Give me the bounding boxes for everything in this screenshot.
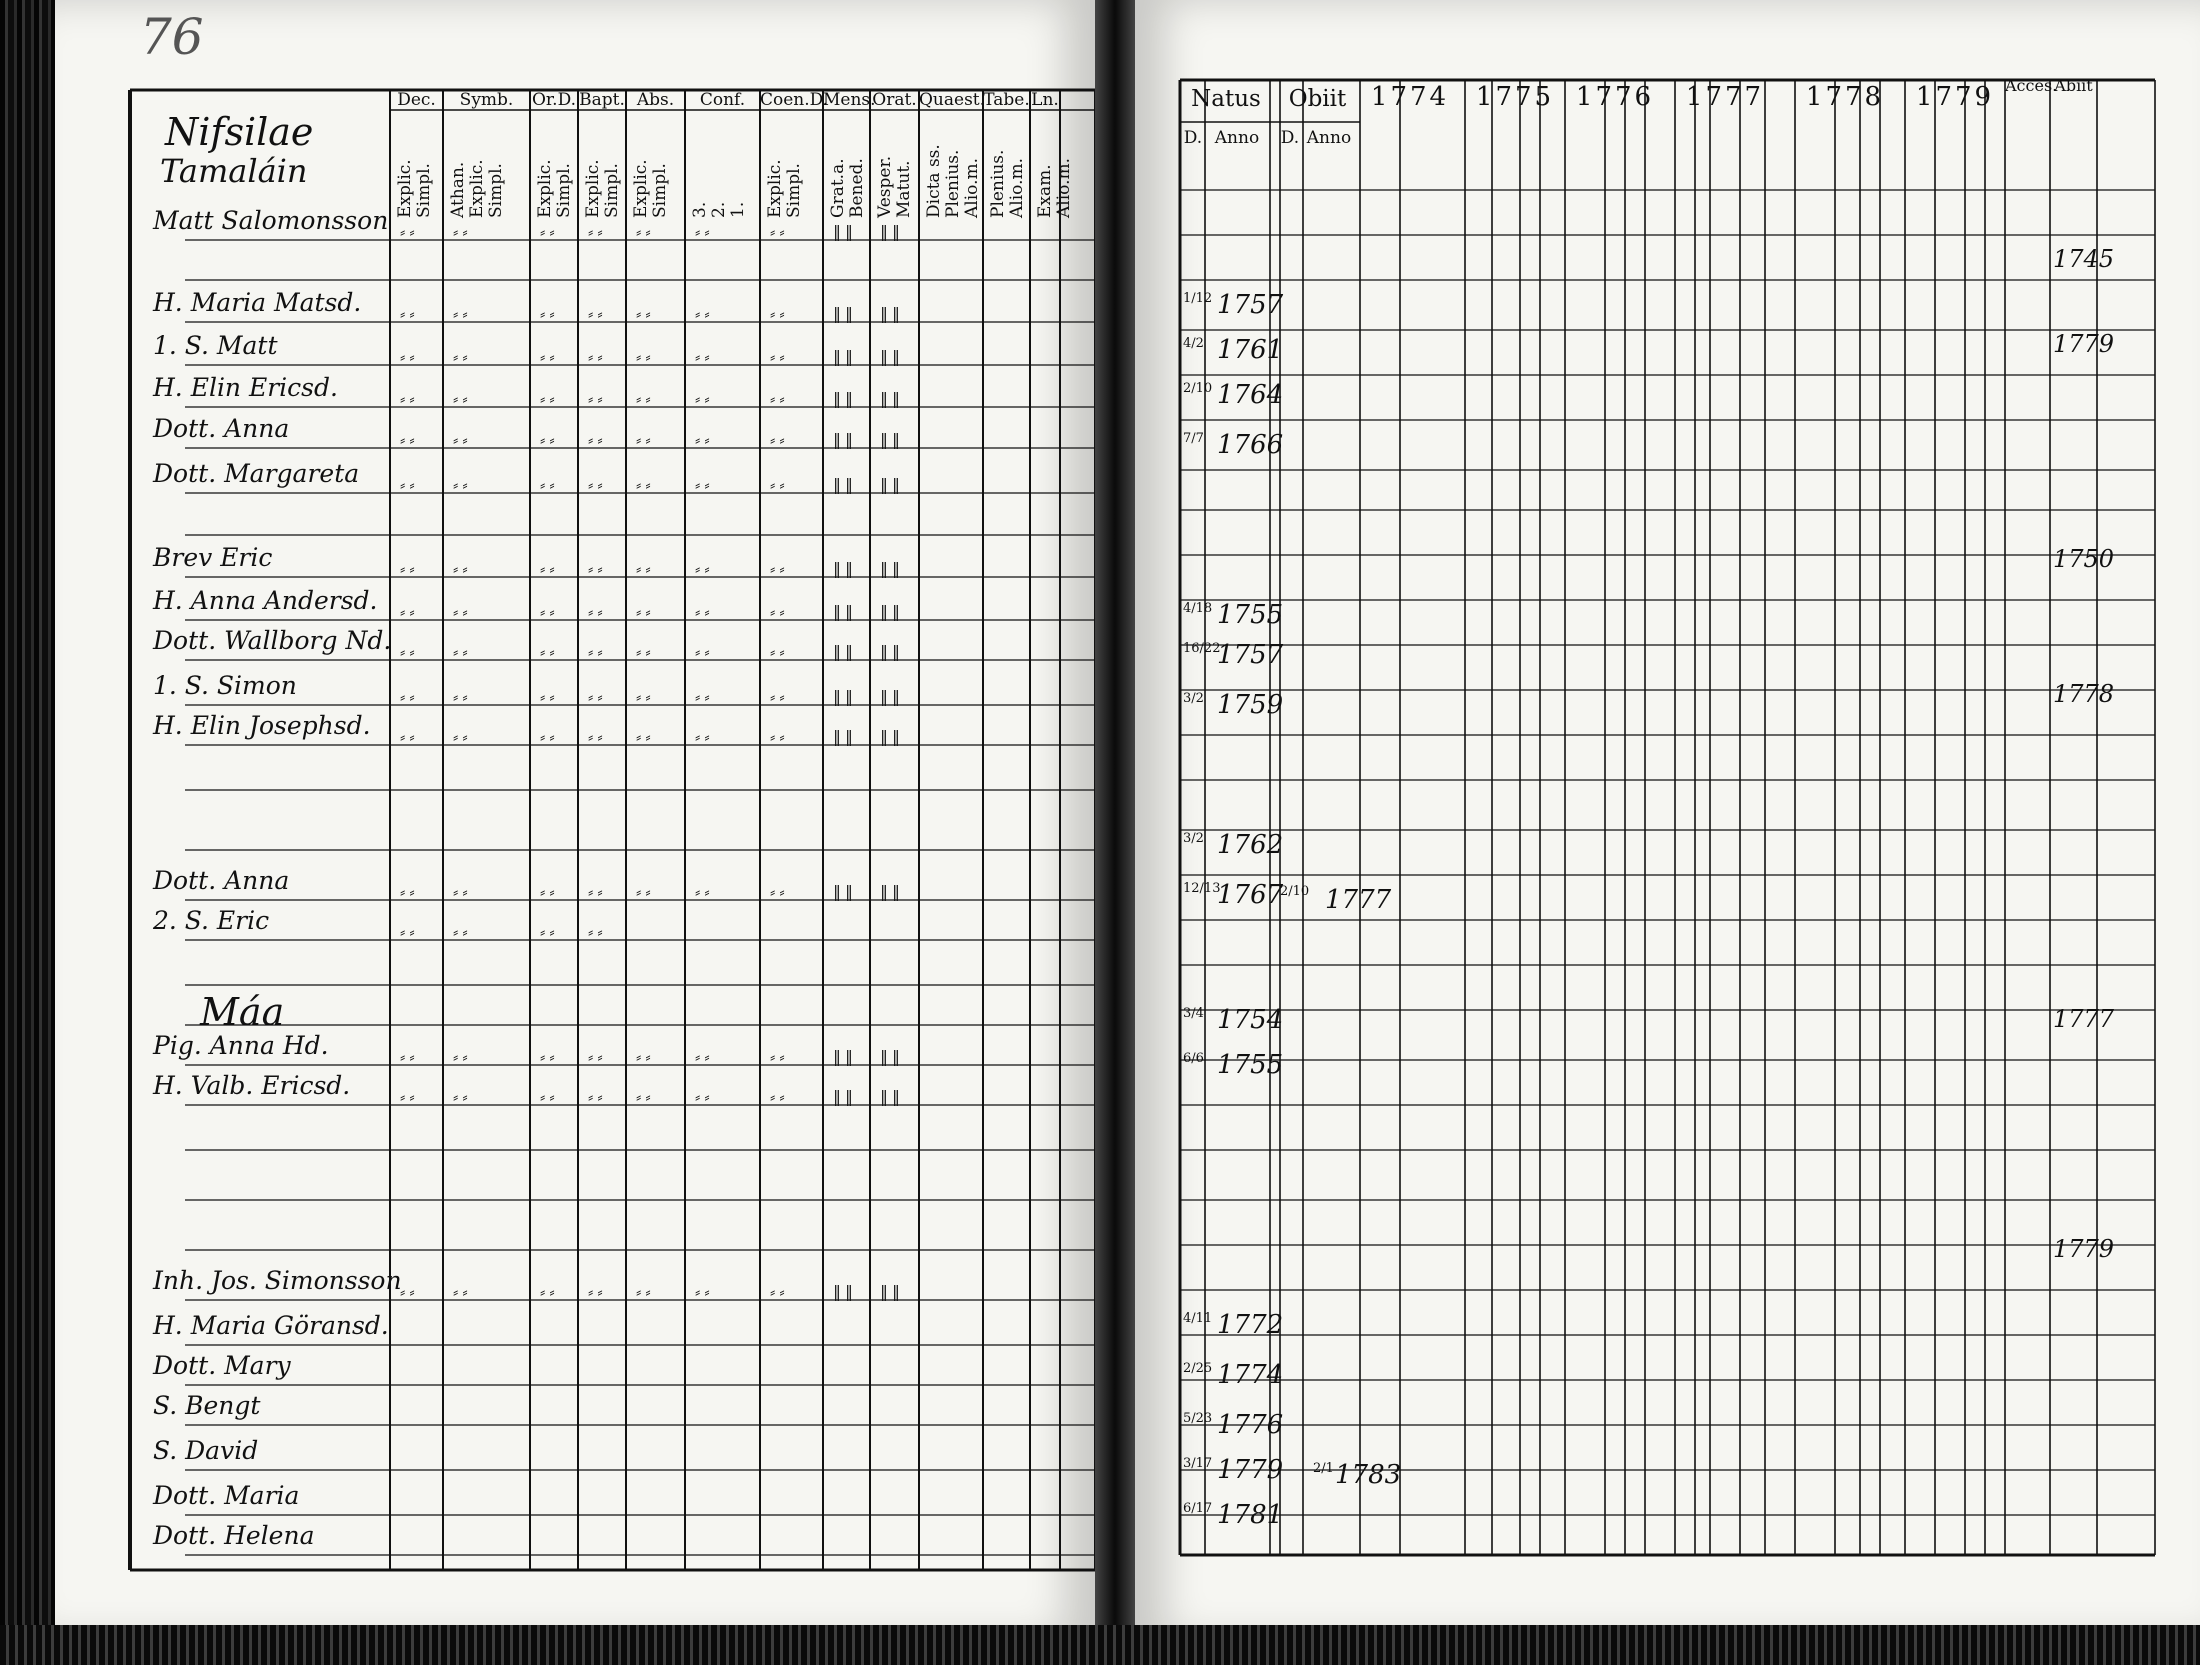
tick-mark: ⸗⸗ [453, 687, 472, 706]
book-spine-left [0, 0, 60, 1665]
tick-mark: ⸗⸗ [400, 727, 419, 746]
book-gutter [1095, 0, 1135, 1665]
tick-mark: ‖‖ [880, 1282, 904, 1301]
tick-mark: ⸗⸗ [540, 389, 559, 408]
tick-mark: ‖‖ [833, 1047, 857, 1066]
tick-mark: ‖‖ [880, 222, 904, 241]
tick-mark: ‖‖ [833, 475, 857, 494]
tick-mark: ⸗⸗ [540, 687, 559, 706]
obiit-year-subheader: Anno [1306, 128, 1352, 148]
accessit-year: 1778 [2053, 680, 2115, 708]
person-name: Pig. Anna Hd. [153, 1031, 329, 1060]
tick-mark: ⸗⸗ [540, 727, 559, 746]
tick-mark: ⸗⸗ [540, 922, 559, 941]
birth-year: 1755 [1217, 600, 1284, 630]
column-subheader: Explic. Simpl. [395, 159, 434, 218]
tick-mark: ⸗⸗ [770, 347, 789, 366]
tick-mark: ⸗⸗ [588, 475, 607, 494]
column-header: Coen.D. [760, 90, 829, 110]
tick-mark: ⸗⸗ [453, 727, 472, 746]
tick-mark: ⸗⸗ [588, 1087, 607, 1106]
abiit-header: Abiit [2054, 76, 2093, 95]
tick-mark: ‖‖ [833, 222, 857, 241]
column-subheader: Plenius. Alio.m. [988, 149, 1027, 218]
tick-mark: ⸗⸗ [636, 475, 655, 494]
obiit-header: Obiit [1288, 86, 1347, 112]
tick-mark: ‖‖ [880, 602, 904, 621]
obiit-day-subheader: D. [1280, 128, 1300, 148]
person-name: 1. S. Matt [153, 331, 278, 360]
person-name: Dott. Margareta [153, 459, 360, 488]
birth-day: 3/4 [1183, 1006, 1204, 1021]
column-header: Tabe. [983, 90, 1030, 110]
person-name: S. Bengt [153, 1391, 261, 1420]
tick-mark: ⸗⸗ [400, 882, 419, 901]
tick-mark: ‖‖ [833, 304, 857, 323]
tick-mark: ⸗⸗ [588, 727, 607, 746]
birth-year: 1767 [1217, 880, 1284, 910]
person-name: H. Valb. Ericsd. [153, 1071, 351, 1100]
accessit-year: 1779 [2053, 330, 2115, 358]
tick-mark: ‖‖ [880, 687, 904, 706]
tick-mark: ⸗⸗ [400, 389, 419, 408]
tick-mark: ⸗⸗ [695, 222, 714, 241]
accessit-year: 1779 [2053, 1235, 2115, 1263]
year-header: 1774 [1370, 82, 1450, 112]
tick-mark: ⸗⸗ [695, 475, 714, 494]
tick-mark: ⸗⸗ [695, 602, 714, 621]
birth-day: 4/11 [1183, 1311, 1213, 1326]
tick-mark: ⸗⸗ [695, 347, 714, 366]
birth-year: 1781 [1217, 1500, 1284, 1530]
tick-mark: ⸗⸗ [453, 922, 472, 941]
column-subheader: Vesper. Matut. [875, 155, 914, 218]
column-header: Abs. [636, 90, 675, 110]
tick-mark: ⸗⸗ [400, 922, 419, 941]
left-page [55, 0, 1095, 1640]
accessit-header: Acces. [2005, 76, 2058, 95]
column-header: Ln. [1031, 90, 1059, 110]
tick-mark: ⸗⸗ [770, 559, 789, 578]
tick-mark: ⸗⸗ [540, 882, 559, 901]
tick-mark: ⸗⸗ [770, 389, 789, 408]
column-header: Bapt. [579, 90, 625, 110]
accessit-year: 1750 [2053, 545, 2115, 573]
tick-mark: ⸗⸗ [400, 642, 419, 661]
birth-day: 3/2 [1183, 831, 1204, 846]
village-heading: Tamaláin [160, 152, 308, 190]
tick-mark: ⸗⸗ [588, 304, 607, 323]
person-name: H. Elin Josephsd. [153, 711, 371, 740]
column-subheader: Explic. Simpl. [765, 159, 804, 218]
column-header: Or.D. [531, 90, 577, 110]
tick-mark: ⸗⸗ [770, 1047, 789, 1066]
birth-day: 3/2 [1183, 691, 1204, 706]
tick-mark: ⸗⸗ [453, 347, 472, 366]
natus-header: Natus [1191, 86, 1261, 112]
person-name: H. Maria Göransd. [153, 1311, 389, 1340]
tick-mark: ⸗⸗ [588, 347, 607, 366]
tick-mark: ‖‖ [833, 602, 857, 621]
tick-mark: ⸗⸗ [770, 430, 789, 449]
tick-mark: ⸗⸗ [588, 559, 607, 578]
person-name: Dott. Maria [153, 1481, 300, 1510]
person-name: 1. S. Simon [153, 671, 297, 700]
tick-mark: ⸗⸗ [695, 1047, 714, 1066]
tick-mark: ⸗⸗ [453, 389, 472, 408]
tick-mark: ⸗⸗ [588, 602, 607, 621]
right-page [1135, 0, 2200, 1640]
tick-mark: ⸗⸗ [636, 1282, 655, 1301]
column-header: Mens. [823, 90, 876, 110]
tick-mark: ⸗⸗ [636, 347, 655, 366]
column-subheader: Explic. Simpl. [583, 159, 622, 218]
tick-mark: ‖‖ [880, 559, 904, 578]
tick-mark: ⸗⸗ [400, 222, 419, 241]
tick-mark: ⸗⸗ [770, 304, 789, 323]
tick-mark: ⸗⸗ [453, 222, 472, 241]
tick-mark: ‖‖ [880, 727, 904, 746]
person-name: Matt Salomonsson [153, 206, 389, 235]
person-name: 2. S. Eric [153, 906, 270, 935]
tick-mark: ⸗⸗ [540, 1282, 559, 1301]
tick-mark: ⸗⸗ [695, 1282, 714, 1301]
birth-day: 2/10 [1183, 381, 1213, 396]
tick-mark: ⸗⸗ [453, 882, 472, 901]
tick-mark: ⸗⸗ [400, 1282, 419, 1301]
birth-year: 1757 [1217, 290, 1284, 320]
tick-mark: ⸗⸗ [588, 1282, 607, 1301]
tick-mark: ⸗⸗ [540, 642, 559, 661]
tick-mark: ‖‖ [833, 389, 857, 408]
person-name: Inh. Jos. Simonsson [153, 1266, 402, 1295]
tick-mark: ⸗⸗ [540, 602, 559, 621]
column-header: Dec. [397, 90, 436, 110]
tick-mark: ⸗⸗ [453, 304, 472, 323]
accessit-year: 1777 [2053, 1005, 2115, 1033]
page-bottom-edge [0, 1625, 2200, 1665]
tick-mark: ⸗⸗ [400, 1047, 419, 1066]
person-name: Brev Eric [153, 543, 273, 572]
section-heading: Máa [200, 990, 285, 1034]
tick-mark: ⸗⸗ [770, 1087, 789, 1106]
birth-year: 1761 [1217, 335, 1284, 365]
tick-mark: ⸗⸗ [400, 559, 419, 578]
tick-mark: ⸗⸗ [453, 559, 472, 578]
tick-mark: ⸗⸗ [636, 602, 655, 621]
column-header: Orat. [872, 90, 917, 110]
tick-mark: ⸗⸗ [540, 559, 559, 578]
tick-mark: ⸗⸗ [588, 389, 607, 408]
tick-mark: ⸗⸗ [588, 922, 607, 941]
tick-mark: ‖‖ [833, 347, 857, 366]
death-day: 2/10 [1280, 884, 1310, 899]
tick-mark: ⸗⸗ [400, 475, 419, 494]
birth-day: 1/12 [1183, 291, 1213, 306]
column-subheader: Exam. Alio.m. [1035, 157, 1074, 218]
tick-mark: ⸗⸗ [695, 1087, 714, 1106]
birth-year: 1779 [1217, 1455, 1284, 1485]
tick-mark: ⸗⸗ [695, 642, 714, 661]
tick-mark: ⸗⸗ [453, 1087, 472, 1106]
year-header: 1779 [1915, 82, 1995, 112]
birth-day: 4/2 [1183, 336, 1204, 351]
tick-mark: ⸗⸗ [453, 1047, 472, 1066]
year-header: 1777 [1685, 82, 1765, 112]
person-name: H. Anna Andersd. [153, 586, 378, 615]
tick-mark: ⸗⸗ [636, 559, 655, 578]
household-heading: Nifsilae [165, 110, 314, 154]
tick-mark: ‖‖ [833, 430, 857, 449]
tick-mark: ‖‖ [880, 642, 904, 661]
tick-mark: ⸗⸗ [453, 602, 472, 621]
page-number: 76 [140, 8, 204, 66]
tick-mark: ⸗⸗ [636, 1047, 655, 1066]
tick-mark: ⸗⸗ [588, 642, 607, 661]
tick-mark: ⸗⸗ [770, 475, 789, 494]
tick-mark: ⸗⸗ [588, 882, 607, 901]
tick-mark: ⸗⸗ [540, 475, 559, 494]
tick-mark: ⸗⸗ [453, 642, 472, 661]
tick-mark: ⸗⸗ [540, 1047, 559, 1066]
tick-mark: ⸗⸗ [636, 882, 655, 901]
tick-mark: ⸗⸗ [770, 642, 789, 661]
tick-mark: ⸗⸗ [770, 687, 789, 706]
tick-mark: ⸗⸗ [695, 727, 714, 746]
tick-mark: ⸗⸗ [695, 389, 714, 408]
tick-mark: ⸗⸗ [695, 882, 714, 901]
person-name: S. David [153, 1436, 259, 1465]
tick-mark: ‖‖ [833, 642, 857, 661]
tick-mark: ⸗⸗ [636, 389, 655, 408]
tick-mark: ⸗⸗ [400, 602, 419, 621]
tick-mark: ⸗⸗ [770, 222, 789, 241]
tick-mark: ‖‖ [880, 882, 904, 901]
birth-year: 1772 [1217, 1310, 1284, 1340]
person-name: Dott. Mary [153, 1351, 291, 1380]
birth-day: 6/17 [1183, 1501, 1213, 1516]
year-header: 1775 [1475, 82, 1555, 112]
tick-mark: ⸗⸗ [770, 882, 789, 901]
tick-mark: ⸗⸗ [636, 642, 655, 661]
birth-year: 1757 [1217, 640, 1284, 670]
column-subheader: 3. 2. 1. [690, 201, 748, 218]
tick-mark: ⸗⸗ [540, 1087, 559, 1106]
tick-mark: ⸗⸗ [400, 430, 419, 449]
death-year: 1777 [1325, 885, 1392, 915]
tick-mark: ‖‖ [880, 347, 904, 366]
birth-year: 1759 [1217, 690, 1284, 720]
tick-mark: ⸗⸗ [400, 347, 419, 366]
tick-mark: ⸗⸗ [540, 430, 559, 449]
person-name: Dott. Anna [153, 866, 290, 895]
column-subheader: Explic. Simpl. [535, 159, 574, 218]
natus-day-subheader: D. [1183, 128, 1203, 148]
tick-mark: ⸗⸗ [540, 347, 559, 366]
column-header: Symb. [459, 90, 514, 110]
tick-mark: ⸗⸗ [588, 687, 607, 706]
birth-year: 1755 [1217, 1050, 1284, 1080]
tick-mark: ⸗⸗ [695, 430, 714, 449]
person-name: H. Maria Matsd. [153, 288, 362, 317]
tick-mark: ⸗⸗ [695, 304, 714, 323]
birth-year: 1766 [1217, 430, 1284, 460]
year-header: 1776 [1575, 82, 1655, 112]
year-header: 1778 [1805, 82, 1885, 112]
column-subheader: Explic. Simpl. [631, 159, 670, 218]
column-header: Conf. [699, 90, 746, 110]
death-year: 1783 [1335, 1460, 1402, 1490]
column-header: Quaest. [919, 90, 986, 110]
tick-mark: ⸗⸗ [770, 1282, 789, 1301]
birth-day: 16/22 [1183, 641, 1221, 656]
tick-mark: ⸗⸗ [400, 1087, 419, 1106]
tick-mark: ⸗⸗ [636, 304, 655, 323]
tick-mark: ⸗⸗ [695, 559, 714, 578]
tick-mark: ⸗⸗ [636, 687, 655, 706]
person-name: Dott. Wallborg Nd. [153, 626, 392, 655]
tick-mark: ‖‖ [833, 1087, 857, 1106]
birth-day: 3/17 [1183, 1456, 1213, 1471]
tick-mark: ‖‖ [880, 430, 904, 449]
birth-day: 6/6 [1183, 1051, 1204, 1066]
birth-day: 2/25 [1183, 1361, 1213, 1376]
birth-day: 5/23 [1183, 1411, 1213, 1426]
accessit-year: 1745 [2053, 245, 2115, 273]
tick-mark: ⸗⸗ [400, 304, 419, 323]
tick-mark: ⸗⸗ [453, 1282, 472, 1301]
tick-mark: ⸗⸗ [540, 222, 559, 241]
person-name: Dott. Helena [153, 1521, 315, 1550]
right-ruled-grid [1135, 0, 2200, 1640]
tick-mark: ⸗⸗ [636, 222, 655, 241]
tick-mark: ⸗⸗ [636, 1087, 655, 1106]
tick-mark: ⸗⸗ [453, 475, 472, 494]
column-subheader: Dicta ss. Plenius. Alio.m. [924, 144, 982, 218]
tick-mark: ⸗⸗ [636, 727, 655, 746]
tick-mark: ⸗⸗ [695, 687, 714, 706]
birth-year: 1754 [1217, 1005, 1284, 1035]
birth-day: 7/7 [1183, 431, 1204, 446]
tick-mark: ‖‖ [833, 882, 857, 901]
tick-mark: ⸗⸗ [588, 1047, 607, 1066]
tick-mark: ⸗⸗ [636, 430, 655, 449]
tick-mark: ⸗⸗ [588, 222, 607, 241]
death-day: 2/1 [1313, 1461, 1334, 1476]
tick-mark: ‖‖ [833, 687, 857, 706]
birth-year: 1776 [1217, 1410, 1284, 1440]
tick-mark: ‖‖ [880, 1047, 904, 1066]
column-subheader: Athan. Explic. Simpl. [448, 159, 506, 218]
tick-mark: ‖‖ [833, 1282, 857, 1301]
tick-mark: ⸗⸗ [770, 602, 789, 621]
birth-day: 4/18 [1183, 601, 1213, 616]
tick-mark: ⸗⸗ [770, 727, 789, 746]
tick-mark: ‖‖ [880, 475, 904, 494]
person-name: Dott. Anna [153, 414, 290, 443]
column-subheader: Grat.a. Bened. [828, 158, 867, 218]
tick-mark: ⸗⸗ [588, 430, 607, 449]
tick-mark: ⸗⸗ [400, 687, 419, 706]
birth-year: 1774 [1217, 1360, 1284, 1390]
tick-mark: ⸗⸗ [453, 430, 472, 449]
birth-day: 12/13 [1183, 881, 1221, 896]
birth-year: 1764 [1217, 380, 1284, 410]
tick-mark: ‖‖ [880, 389, 904, 408]
tick-mark: ⸗⸗ [540, 304, 559, 323]
tick-mark: ‖‖ [833, 727, 857, 746]
birth-year: 1762 [1217, 830, 1284, 860]
tick-mark: ‖‖ [880, 1087, 904, 1106]
natus-year-subheader: Anno [1214, 128, 1260, 148]
person-name: H. Elin Ericsd. [153, 373, 338, 402]
tick-mark: ‖‖ [833, 559, 857, 578]
tick-mark: ‖‖ [880, 304, 904, 323]
